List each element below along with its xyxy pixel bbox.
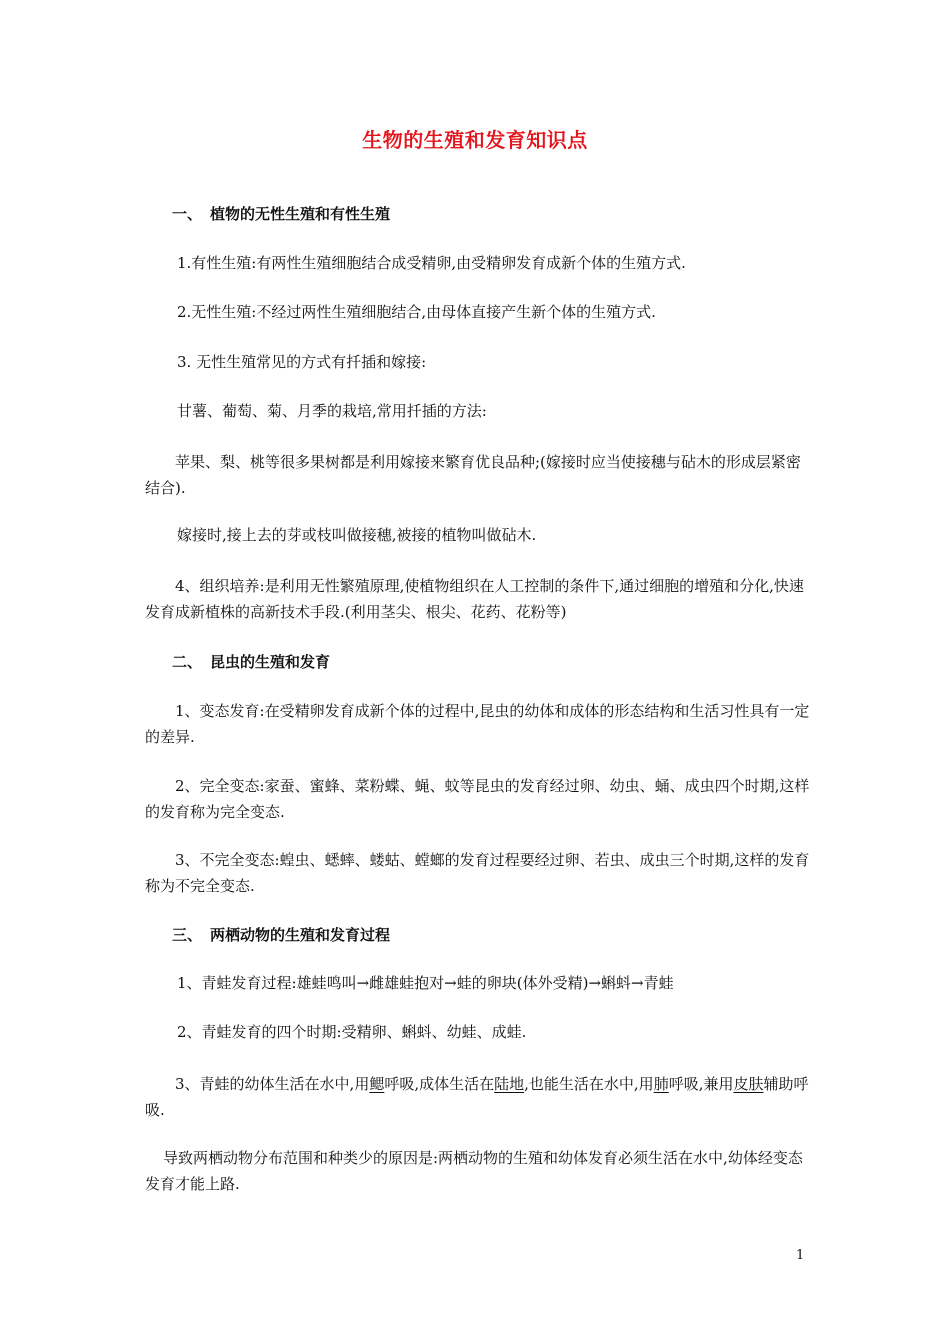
document-title: 生物的生殖和发育知识点 <box>362 128 588 152</box>
paragraph-underlined-terms <box>145 1071 810 1123</box>
paragraph: 嫁接时,接上去的芽或枝叫做接穗,被接的植物叫做砧木. <box>177 526 537 544</box>
paragraph: 4、组织培养:是利用无性繁殖原理,使植物组织在人工控制的条件下,通过细胞的增殖和分化,快速发育成新植株的高新技术手段.(利用茎尖、根尖、花药、花粉等) <box>145 577 804 621</box>
section-title: 两栖动物的生殖和发育过程 <box>210 926 391 944</box>
section-heading-2 <box>172 651 330 672</box>
paragraph: 1.有性生殖:有两性生殖细胞结合成受精卵,由受精卵发育成新个体的生殖方式. <box>177 254 686 272</box>
text-run: 辅助呼吸. <box>145 1075 809 1119</box>
section-heading-1 <box>172 203 390 224</box>
text-run: ,也能生活在水中,用 <box>524 1075 654 1093</box>
section-number: 三、 <box>172 926 203 944</box>
page-number: 1 <box>796 1248 805 1263</box>
paragraph: 苹果、梨、桃等很多果树都是利用嫁接来繁育优良品种;(嫁接时应当使接穗与砧木的形成层紧密结合). <box>145 453 801 497</box>
text-run: 呼吸,兼用 <box>668 1075 734 1093</box>
underlined-term: 鳃 <box>369 1075 385 1093</box>
paragraph: 2、青蛙发育的四个时期:受精卵、蝌蚪、幼蛙、成蛙. <box>177 1023 527 1041</box>
section-number: 二、 <box>172 653 203 671</box>
section-title: 昆虫的生殖和发育 <box>210 653 331 671</box>
section-number: 一、 <box>172 205 203 223</box>
paragraph: 3、不完全变态:蝗虫、蟋蟀、蝼蛄、螳螂的发育过程要经过卵、若虫、成虫三个时期,这样的发育称为不完全变态. <box>145 851 810 895</box>
section-title: 植物的无性生殖和有性生殖 <box>210 205 391 223</box>
underlined-term: 皮肤 <box>733 1075 764 1093</box>
paragraph: 导致两栖动物分布范围和种类少的原因是:两栖动物的生殖和幼体发育必须生活在水中,幼体经变态发育才能上路. <box>145 1149 803 1193</box>
underlined-term: 陆地 <box>494 1075 525 1093</box>
paragraph: 甘薯、葡萄、菊、月季的栽培,常用扦插的方法: <box>177 402 487 420</box>
paragraph: 2、完全变态:家蚕、蜜蜂、菜粉蝶、蝇、蚊等昆虫的发育经过卵、幼虫、蛹、成虫四个时期,这样的发育称为完全变态. <box>145 777 810 821</box>
underlined-term: 肺 <box>653 1075 669 1093</box>
paragraph: 1、青蛙发育过程:雄蛙鸣叫→雌雄蛙抱对→蛙的卵块(体外受精)→蝌蚪→青蛙 <box>177 974 674 992</box>
paragraph: 1、变态发育:在受精卵发育成新个体的过程中,昆虫的幼体和成体的形态结构和生活习性具有一定的差异. <box>145 702 810 746</box>
text-run: 呼吸,成体生活在 <box>384 1075 495 1093</box>
paragraph: 2.无性生殖:不经过两性生殖细胞结合,由母体直接产生新个体的生殖方式. <box>177 303 656 321</box>
paragraph: 3. 无性生殖常见的方式有扦插和嫁接: <box>177 353 427 371</box>
section-heading-3 <box>172 924 390 945</box>
text-run: 3、青蛙的幼体生活在水中,用 <box>175 1075 370 1093</box>
